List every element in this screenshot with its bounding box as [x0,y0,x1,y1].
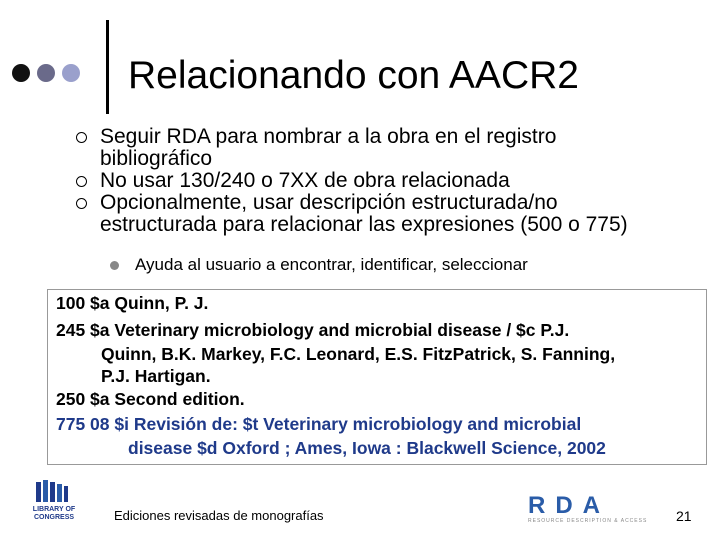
sub-bullet [110,255,528,275]
bullet-ring-icon [76,176,87,187]
page-number: 21 [676,508,692,524]
rda-tagline: RESOURCE DESCRIPTION & ACCESS [528,518,648,524]
bullet-list [76,126,716,236]
bullet-item [76,192,716,236]
loc-text-line: CONGRESS [33,514,75,521]
marc-line: 245 $a Veterinary microbiology and microbial disease / $c P.J. [56,320,570,340]
marc-line: P.J. Hartigan. [101,366,211,386]
dot-2 [37,64,55,82]
marc-line: disease $d Oxford ; Ames, Iowa : Blackwell Science, 2002 [128,438,606,458]
marc-record-box [47,289,707,465]
slide-title: Relacionando con AACR2 [128,54,579,97]
loc-text-line: LIBRARY OF [32,506,76,513]
dot-1 [12,64,30,82]
sub-bullet-icon [110,261,119,270]
marc-line: 250 $a Second edition. [56,389,245,409]
bullet-item [76,126,716,170]
bullet-text: Opcionalmente, usar descripción estructurada/no [100,191,558,214]
bullet-text: estructurada para relacionar las expresiones (500 o 775) [100,213,628,236]
decorative-dots [12,64,80,82]
rda-logo: RDA [528,492,610,519]
footer-text: Ediciones revisadas de monografías [114,508,324,523]
dot-3 [62,64,80,82]
title-divider [106,20,109,114]
bullet-text: Seguir RDA para nombrar a la obra en el registro [100,125,557,148]
bullet-text: No usar 130/240 o 7XX de obra relacionada [100,169,510,192]
bullet-text: bibliográfico [100,147,213,170]
marc-line: 100 $a Quinn, P. J. [56,293,209,313]
marc-line: Quinn, B.K. Markey, F.C. Leonard, E.S. FitzPatrick, S. Fanning, [101,344,616,364]
marc-line: 775 08 $i Revisión de: $t Veterinary microbiology and microbial [56,414,582,434]
bullet-item [76,170,716,192]
bullet-ring-icon [76,132,87,143]
sub-bullet-text: Ayuda al usuario a encontrar, identificar, seleccionar [135,255,528,274]
bullet-ring-icon [76,198,87,209]
loc-logo-text [24,506,84,522]
